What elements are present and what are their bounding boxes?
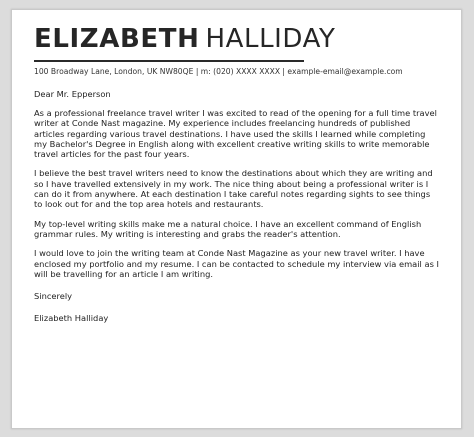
greeting: Dear Mr. Epperson [34,89,111,99]
paragraph-3: My top-level writing skills make me a natural choice. I have an excellent command of English grammar rules. My writing is interesting and grabs the reader's attention. [34,218,422,239]
paragraph-2: I believe the best travel writers need to know the destinations about which they are writing and so I have travelled extensively in my work. The nice thing about being a professional writer is I can do it from anywhere. At each destination I take careful notes regarding sights to see things to look out for and the top area hotels and restaurants. [34,168,433,210]
closing: Sincerely [34,291,73,302]
first-name: ELIZABETH [34,24,200,54]
letter-page [11,9,462,429]
signature-name: Elizabeth Halliday [34,313,109,324]
contact-line: 100 Broadway Lane, London, UK NW80QE | m: (020) XXXX XXXX | example-email@example.com [34,67,403,76]
paragraph-4: I would love to join the writing team at Conde Nast Magazine as your new travel writer. I have enclosed my portfolio and my resume. I can be contacted to schedule my interview via email as I will be travelling for an article I am writing. [34,248,439,279]
last-name: HALLIDAY [205,24,336,54]
applicant-name [34,24,439,54]
paragraph-1: As a professional freelance travel writer I was excited to read of the opening for a full time travel writer at Conde Nast magazine. My experience includes freelancing hundreds of published articles regarding various travel destinations. I have used the skills I learned while completing my Bachelor's Degree in English along with excellent creative writing skills to write memorable travel articles for the past four years. [34,108,437,160]
header-divider [34,60,304,62]
